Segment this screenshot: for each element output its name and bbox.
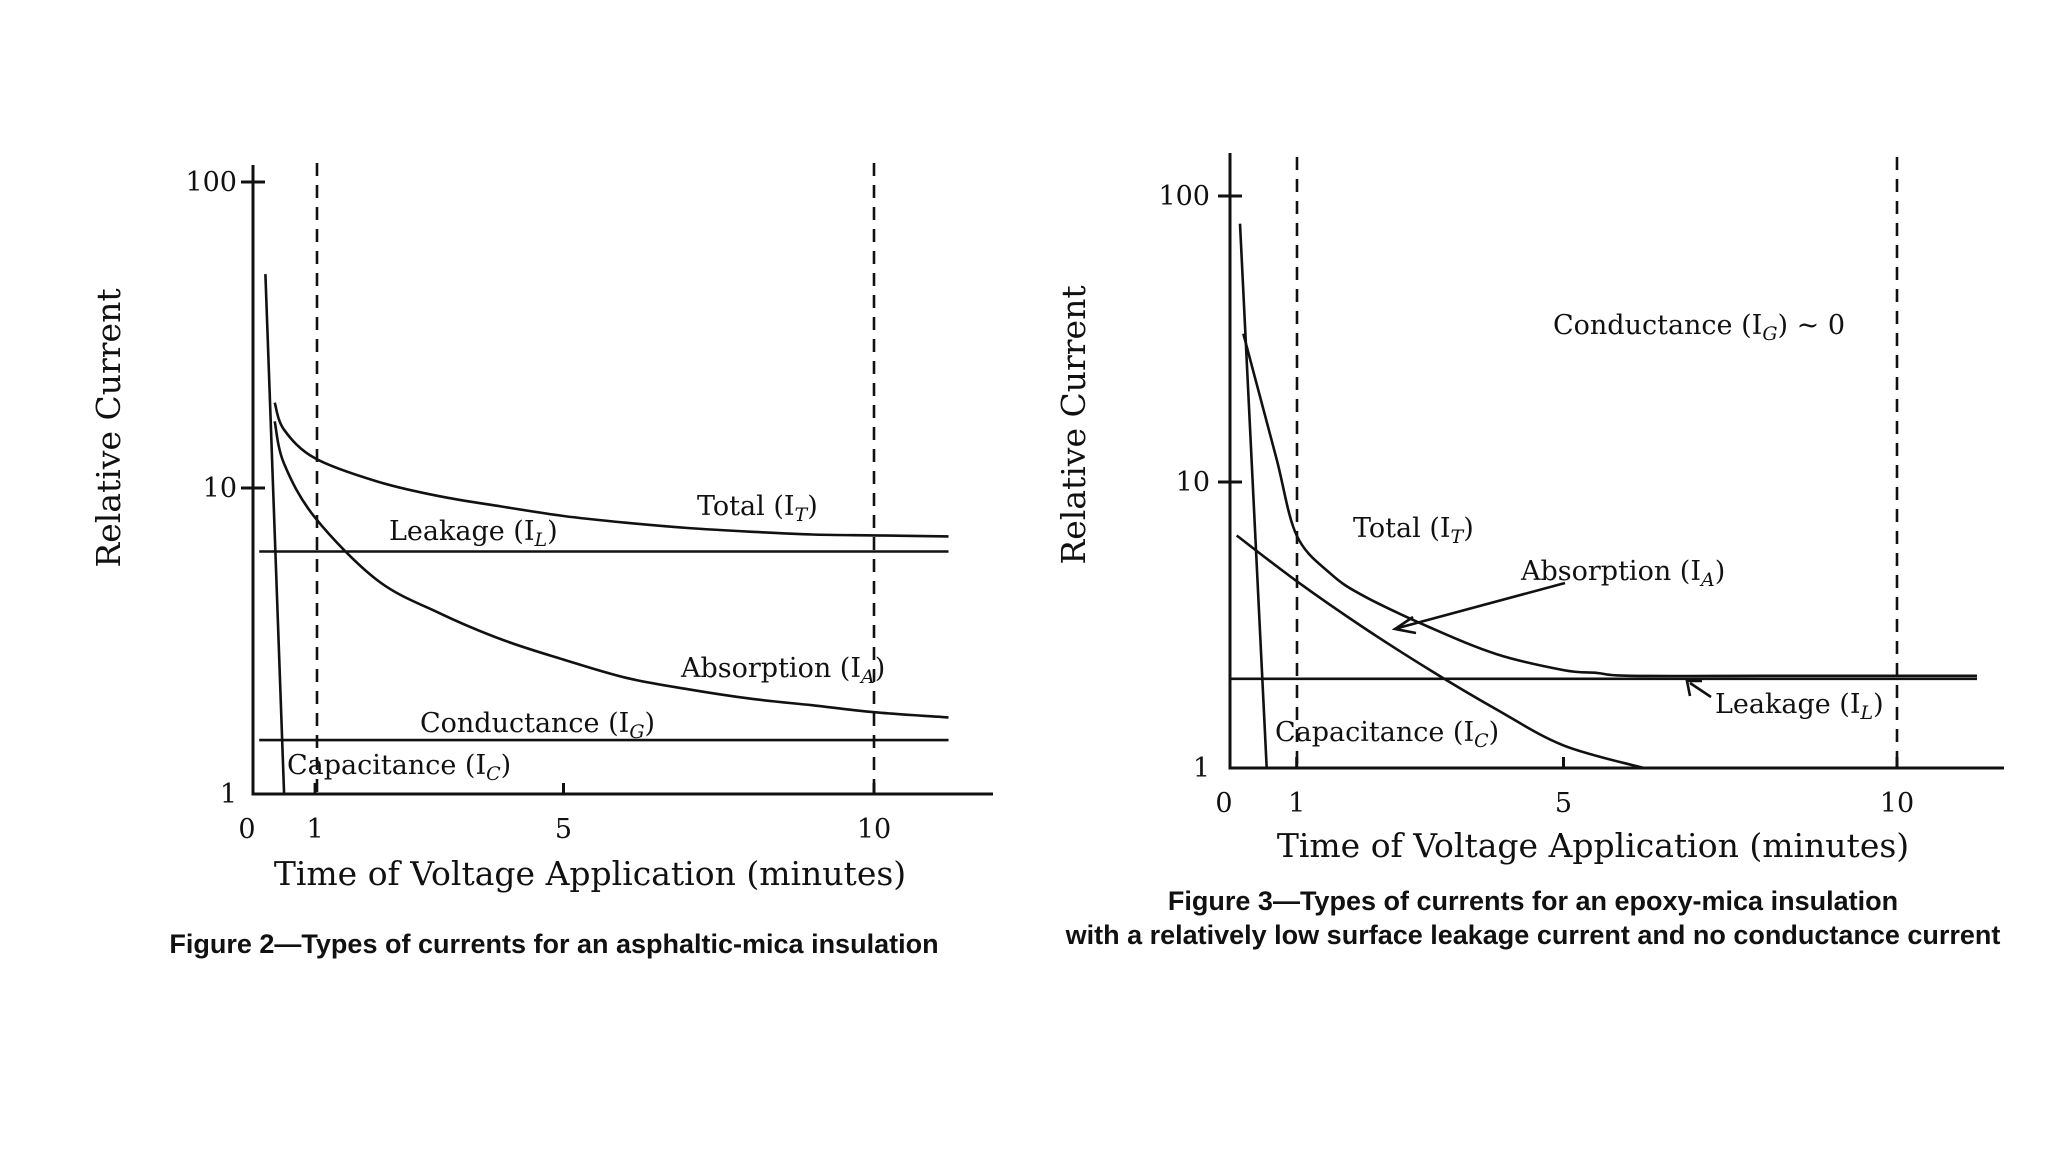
figure-3-caption-line-2: with a relatively low surface leakage current and no conductance current	[1065, 920, 2001, 950]
figure-3-curves	[1230, 224, 1977, 768]
figure-3-caption-line-1: Figure 3—Types of currents for an epoxy-mica insulation	[1167, 886, 1899, 916]
figure-2-conductance-label: Conductance $(I_G)$	[420, 708, 656, 743]
figure-3-leakage-label: Leakage $(I_L)$	[1715, 689, 1884, 724]
figure-3-y-tick-label: 1	[1192, 753, 1210, 784]
figure-3-series-capacitance	[1240, 224, 1267, 768]
figure-3-x-tick-label: 1	[1288, 788, 1306, 819]
figure-3-leakage-arrow	[1690, 683, 1711, 697]
figure-3-x-tick-label: 0	[1215, 788, 1233, 819]
figure-2-capacitance-label: Capacitance $(I_C)$	[287, 750, 512, 785]
figure-3-x-tick-label: 10	[1879, 788, 1915, 819]
figure-3-total-label: Total $(I_T)$	[1353, 513, 1474, 548]
figure-3-x-axis-title: Time of Voltage Application (minutes)	[1276, 826, 1910, 865]
figure-3-capacitance-label: Capacitance $(I_C)$	[1275, 717, 1500, 752]
figure-2-total-label: Total $(I_T)$	[697, 491, 818, 526]
figure-3-absorption-label: Absorption $(I_A)$	[1521, 556, 1726, 591]
figure-3-y-tick-label: 100	[1158, 181, 1210, 212]
figure-2	[89, 163, 993, 959]
figure-2-absorption-label: Absorption $(I_A)$	[681, 653, 886, 688]
figure-3-x-tick-label: 5	[1554, 788, 1573, 819]
figure-2-x-axis-title: Time of Voltage Application (minutes)	[273, 854, 907, 893]
figure-3-series-total	[1243, 334, 1977, 676]
figure-2-x-tick-label: 5	[554, 814, 573, 845]
figure-2-caption: Figure 2—Types of currents for an asphaltic-mica insulation	[169, 929, 939, 959]
figure-2-y-tick-label: 100	[185, 167, 237, 198]
figure-2-y-tick-label: 10	[202, 473, 237, 504]
figure-2-y-tick-label: 1	[219, 779, 237, 810]
figure-3-y-tick-label: 10	[1175, 467, 1210, 498]
figure-2-x-tick-label: 10	[856, 814, 892, 845]
figure-2-series-total	[275, 403, 949, 537]
figure-3-conductance-annotation: Conductance $(I_G)$ ~ 0	[1553, 310, 1846, 345]
figure-2-x-tick-label: 0	[238, 814, 256, 845]
figure-3	[1054, 153, 2004, 950]
figure-3-ticks	[1158, 181, 1914, 819]
figure-2-series-capacitance	[265, 274, 284, 794]
figure-3-y-axis-title: Relative Current	[1054, 285, 1093, 565]
figure-3-absorption-arrow	[1398, 583, 1565, 628]
figure-2-axes	[253, 165, 993, 794]
figure-2-y-axis-title: Relative Current	[89, 288, 128, 568]
figure-2-x-tick-label: 1	[306, 814, 324, 845]
figure-2-leakage-label: Leakage $(I_L)$	[389, 516, 558, 551]
